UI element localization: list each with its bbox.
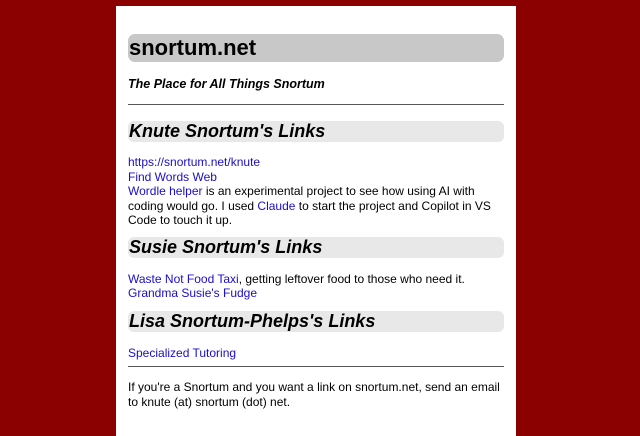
site-tagline: The Place for All Things Snortum — [128, 77, 325, 91]
link-knute-home[interactable]: https://snortum.net/knute — [128, 155, 261, 169]
link-find-words-web[interactable]: Find Words Web — [128, 169, 217, 184]
susie-links-section — [128, 272, 504, 301]
link-grandma-susies-fudge[interactable]: Grandma Susie's Fudge — [128, 286, 258, 300]
page-content — [116, 6, 516, 436]
link-specialized-tutoring[interactable]: Specialized Tutoring — [128, 345, 237, 360]
footer-note: If you're a Snortum and you want a link on snortum.net, send an email to knute (at) snortum (dot) net. — [128, 380, 500, 409]
link-wordle-helper[interactable]: Wordle helper — [128, 184, 203, 198]
food-taxi-description: , getting leftover food to those who need it. — [238, 271, 465, 286]
site-title: snortum.net — [128, 34, 504, 62]
wordle-description-end: to start the project and Copilot in VS Code to touch it up. — [128, 198, 491, 227]
lisa-links-section — [128, 346, 504, 361]
heading-lisa-links: Lisa Snortum-Phelps's Links — [128, 311, 504, 332]
wordle-description: is an experimental project to see how using AI with coding would go. I used — [128, 184, 475, 213]
divider-top — [128, 104, 504, 105]
link-claude[interactable]: Claude — [257, 198, 296, 213]
divider-bottom — [128, 366, 504, 367]
knute-links-section — [128, 155, 504, 228]
heading-susie-links: Susie Snortum's Links — [128, 237, 504, 258]
heading-knute-links: Knute Snortum's Links — [128, 121, 504, 142]
link-waste-not-food-taxi[interactable]: Waste Not Food Taxi — [128, 271, 239, 286]
